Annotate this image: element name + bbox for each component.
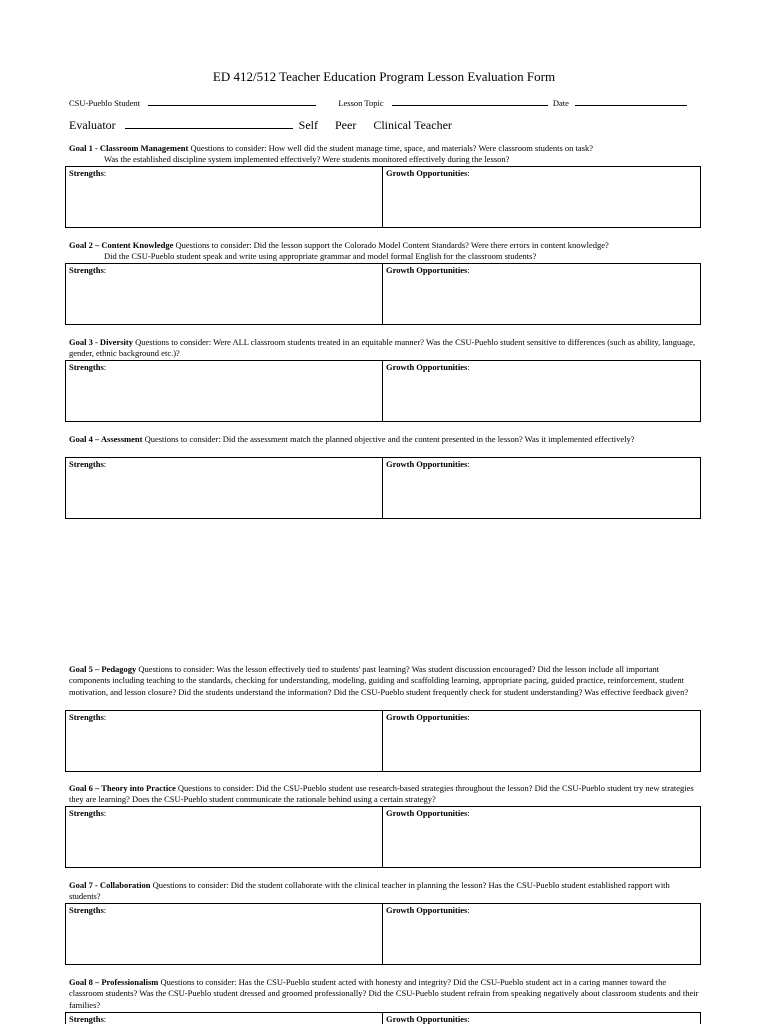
goal-8-label: Goal 8 – Professionalism: [69, 977, 159, 987]
growth-label: Growth Opportunities: [386, 362, 468, 372]
growth-label: Growth Opportunities: [386, 265, 468, 275]
goal-5-section: [69, 664, 701, 772]
goal-2-growth-field[interactable]: Growth Opportunities:: [386, 265, 470, 275]
goal-6-text: [69, 783, 701, 805]
goal-8-text: [69, 977, 701, 1011]
goal-6-section: [69, 783, 701, 868]
strengths-label: Strengths: [69, 1014, 104, 1024]
student-name-field[interactable]: [148, 96, 316, 106]
evaluator-label: Evaluator: [69, 118, 116, 132]
date-field[interactable]: [575, 96, 687, 106]
goal-4-section: [69, 434, 701, 519]
goal-7-label: Goal 7 - Collaboration: [69, 880, 151, 890]
goal-5-box: [65, 710, 701, 772]
goal-4-text: [69, 434, 701, 456]
goal-6-label: Goal 6 – Theory into Practice: [69, 783, 176, 793]
growth-label: Growth Opportunities: [386, 808, 468, 818]
strengths-label: Strengths: [69, 905, 104, 915]
goal-1-strengths-field[interactable]: Strengths:: [66, 167, 383, 227]
goal-1-section: [69, 143, 701, 228]
date-label: Date: [552, 98, 569, 108]
goal-6-growth-field[interactable]: Growth Opportunities:: [386, 808, 470, 818]
student-topic-date-line: [69, 96, 709, 108]
goal-2-label: Goal 2 – Content Knowledge: [69, 240, 174, 250]
goal-3-label: Goal 3 - Diversity: [69, 337, 133, 347]
goal-3-box: [65, 360, 701, 422]
goal-7-question: Questions to consider: Did the student collaborate with the clinical teacher in planning the lesson? Has the CSU-Pueblo student established rapport with students?: [69, 880, 670, 902]
goal-7-growth-field[interactable]: Growth Opportunities:: [386, 905, 470, 915]
strengths-label: Strengths: [69, 808, 104, 818]
role-self[interactable]: Self: [298, 118, 318, 132]
topic-label: Lesson Topic: [338, 98, 384, 108]
growth-label: Growth Opportunities: [386, 1014, 468, 1024]
goal-4-growth-field[interactable]: Growth Opportunities:: [386, 459, 470, 469]
goal-1-question-cont: Was the established discipline system implemented effectively? Were students monitored effectively during the lesson?: [104, 154, 510, 165]
strengths-label: Strengths: [69, 362, 104, 372]
evaluator-line: [69, 118, 709, 133]
student-label: CSU-Pueblo Student: [69, 98, 141, 108]
goal-2-question: Questions to consider: Did the lesson support the Colorado Model Content Standards? Were there errors in content knowledge?: [175, 240, 609, 250]
goal-1-box: [65, 166, 701, 228]
growth-label: Growth Opportunities: [386, 905, 468, 915]
goal-1-text: [69, 143, 701, 165]
growth-label: Growth Opportunities: [386, 459, 468, 469]
goal-5-strengths-field[interactable]: Strengths:: [66, 711, 383, 771]
goal-1-question: Questions to consider: How well did the student manage time, space, and materials? Were classroom students on task?: [190, 143, 594, 153]
goal-3-question: Questions to consider: Were ALL classroom students treated in an equitable manner? Was the CSU-Pueblo student sensitive to differences (such as ability, language, gender, ethnic background etc.)?: [69, 337, 696, 359]
goal-3-growth-field[interactable]: Growth Opportunities:: [386, 362, 470, 372]
goal-1-growth-field[interactable]: Growth Opportunities:: [386, 168, 470, 178]
goal-8-section: [69, 977, 701, 1024]
goal-8-growth-field[interactable]: Growth Opportunities:: [386, 1014, 470, 1024]
goal-2-section: [69, 240, 701, 325]
goal-1-label: Goal 1 - Classroom Management: [69, 143, 189, 153]
goal-7-section: [69, 880, 701, 965]
goal-7-box: [65, 903, 701, 965]
strengths-label: Strengths: [69, 712, 104, 722]
lesson-topic-field[interactable]: [392, 96, 548, 106]
goal-6-box: [65, 806, 701, 868]
role-clinical-teacher[interactable]: Clinical Teacher: [373, 118, 452, 132]
goal-3-section: [69, 337, 701, 422]
goal-4-label: Goal 4 – Assessment: [69, 434, 143, 444]
goal-6-strengths-field[interactable]: Strengths:: [66, 807, 383, 867]
growth-label: Growth Opportunities: [386, 712, 468, 722]
goal-2-question-cont: Did the CSU-Pueblo student speak and write using appropriate grammar and model formal English for the classroom students?: [104, 251, 537, 262]
goal-7-strengths-field[interactable]: Strengths:: [66, 904, 383, 964]
goal-5-question: Questions to consider: Was the lesson effectively tied to students' past learning? Was student discussion encouraged? Did the lesson include all important components including teaching to the standards, checking for understanding, modeling, guiding and scaffolding learning, appropriate pacing, guided practice, reinforcement, student motivation, and lesson closure? Did the students understand the information? Did the CSU-Pueblo student frequently check for student understanding? Was effective feedback given?: [69, 664, 689, 697]
goal-8-strengths-field[interactable]: Strengths:: [66, 1013, 383, 1024]
goal-3-strengths-field[interactable]: Strengths:: [66, 361, 383, 421]
goal-5-text: [69, 664, 701, 709]
goal-4-question: Questions to consider: Did the assessment match the planned objective and the content presented in the lesson? Was it implemented effectively?: [144, 434, 635, 444]
goal-2-strengths-field[interactable]: Strengths:: [66, 264, 383, 324]
goal-6-question: Questions to consider: Did the CSU-Pueblo student use research-based strategies throughout the lesson? Did the CSU-Pueblo student try new strategies they are learning? Does the CSU-Pueblo student communicate the rationale behind using a certain strategy?: [69, 783, 694, 805]
strengths-label: Strengths: [69, 168, 104, 178]
strengths-label: Strengths: [69, 265, 104, 275]
goal-5-growth-field[interactable]: Growth Opportunities:: [386, 712, 470, 722]
goal-8-box: [65, 1012, 701, 1024]
goal-2-text: [69, 240, 701, 262]
goal-4-strengths-field[interactable]: Strengths:: [66, 458, 383, 518]
role-peer[interactable]: Peer: [335, 118, 357, 132]
goal-5-label: Goal 5 – Pedagogy: [69, 664, 137, 674]
form-title: ED 412/512 Teacher Education Program Lesson Evaluation Form: [212, 69, 556, 84]
goal-4-box: [65, 457, 701, 519]
strengths-label: Strengths: [69, 459, 104, 469]
growth-label: Growth Opportunities: [386, 168, 468, 178]
goal-3-text: [69, 337, 701, 359]
goal-7-text: [69, 880, 701, 902]
goal-2-box: [65, 263, 701, 325]
goal-8-question: Questions to consider: Has the CSU-Pueblo student acted with honesty and integrity? Did the CSU-Pueblo student act in a caring manner toward the classroom students? Was the CSU-Pueblo student dressed and groomed professionally? Did the CSU-Pueblo student refrain from speaking negatively about classroom students and their families?: [69, 977, 699, 1010]
evaluator-field[interactable]: [125, 119, 293, 129]
